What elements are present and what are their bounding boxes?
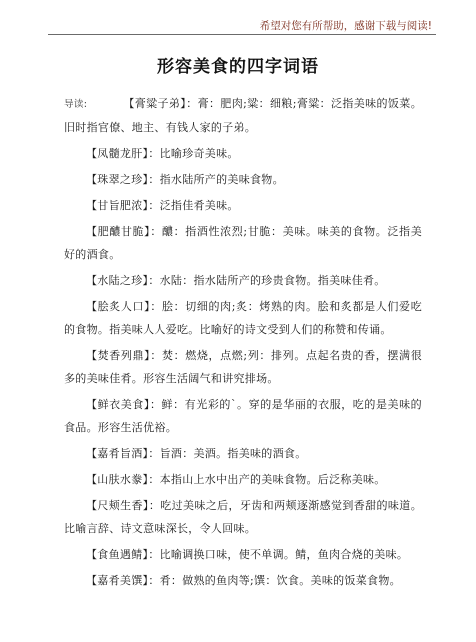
entry-text: ：比喻珍奇美味。 [148,147,239,160]
document-title: 形容美食的四字词语 [157,57,319,77]
entry-term: 【尺颊生香】 [86,499,149,512]
entry-text: ：吃过美味之后，牙齿和两颊逐渐感觉到香甜的味道。比喻言辞、诗文意味深长，令人回味。 [64,499,422,535]
entry-text: ：醲：指酒性浓烈;甘脆：美味。味美的食物。泛指美好的酒食。 [64,225,422,261]
entry-paragraph [64,494,422,540]
entry-term: 【膏粱子弟】 [123,97,187,110]
entry-paragraph [64,220,422,266]
entry-text: ：指水陆所产的美味食物。 [148,173,284,186]
entry-text: ：泛指佳肴美味。 [148,199,239,212]
entry-text: ：焚：燃烧，点燃;列：排列。点起名贵的香，摆满很多的美味佳肴。形容生活阔气和讲究排场。 [64,349,422,385]
entry-term: 【鲜衣美食】 [86,398,150,411]
entry-term: 【嘉肴旨酒】 [86,447,149,460]
entry-paragraph [64,194,422,217]
entry-text: ：膏：肥肉;粱：细粮;膏粱：泛指美味的饭菜。旧时指官僚、地主、有钱人家的子弟。 [64,97,422,134]
entry-text: ：肴：做熟的鱼肉等;馔：饮食。美味的饭菜食物。 [148,574,401,587]
entry-paragraph [64,543,422,566]
entry-paragraph [64,442,422,465]
document-body [64,92,422,595]
entry-paragraph [64,142,422,165]
header-rule [48,34,436,35]
entry-term: 【珠翠之珍】 [86,173,149,186]
entry-term: 【脍炙人口】 [86,300,151,313]
entry-text: ：脍：切细的肉;炙：烤熟的肉。脍和炙都是人们爱吃的食物。指美味人人爱吃。比喻好的诗文受到人们的称赞和传诵。 [64,300,422,336]
entry-term: 【水陆之珍】 [86,274,149,287]
entry-term: 【食鱼遇鲭】 [86,548,149,561]
entry-term: 【凤髓龙肝】 [86,147,149,160]
entry-paragraph [64,569,422,592]
entry-paragraph [64,468,422,491]
header-note: 希望对您有所帮助，感谢下载与阅读! [259,20,432,32]
entry-paragraph [64,92,422,139]
entry-paragraph [64,295,422,341]
entry-text: ：旨酒：美酒。指美味的酒食。 [148,447,307,460]
entry-paragraph [64,344,422,390]
entry-term: 【甘旨肥浓】 [86,199,149,212]
entry-text: ：比喻调换口味，使不单调。鲭，鱼肉合烧的美味。 [148,548,409,561]
entry-text: ：鲜：有光彩的`。穿的是华丽的衣服，吃的是美味的食品。形容生活优裕。 [64,398,422,434]
entry-text: ：本指山上水中出产的美味食物。后泛称美味。 [148,473,386,486]
entry-term: 【山肤水豢】 [86,473,149,486]
entry-paragraph [64,393,422,439]
entry-text: ：水陆：指水陆所产的珍贵食物。指美味佳肴。 [148,274,386,287]
entry-term: 【焚香列鼎】 [86,349,151,362]
intro-label: 导读: [64,99,88,110]
entry-paragraph [64,269,422,292]
entry-term: 【肥醲甘脆】 [86,225,151,238]
page-header [0,0,476,40]
entry-term: 【嘉肴美馔】 [86,574,149,587]
entry-paragraph [64,168,422,191]
